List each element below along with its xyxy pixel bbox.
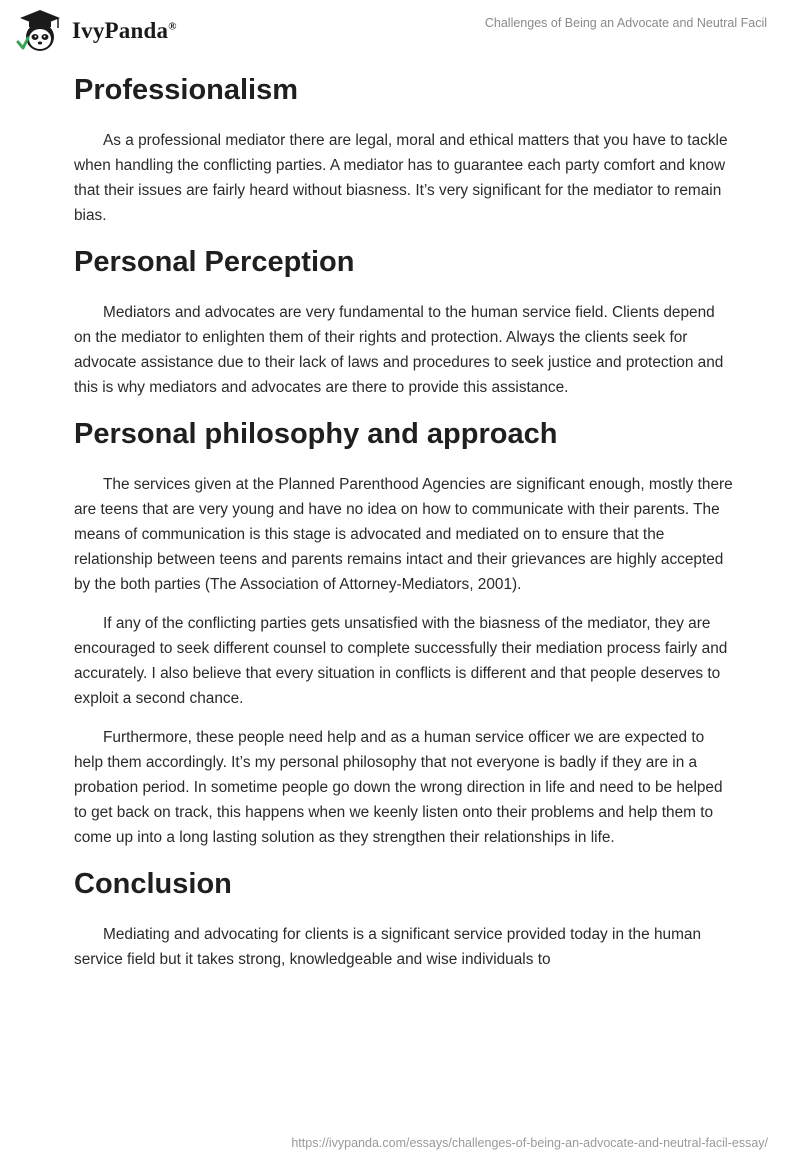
paragraph: Furthermore, these people need help and as a human service officer we are expected to help them accordingly. It’s my personal philosophy that not everyone is badly if they are in a probation period. In sometime people go down the wrong direction in life and need to be helped to get back on track, this happens when we keenly listen onto their problems and help them to come up into a long lasting solution as they strengthen their relationships in life. [74,729,723,846]
document-title: Challenges of Being an Advocate and Neutral Facil [484,16,767,30]
paragraph: As a professional mediator there are legal, moral and ethical matters that you have to tackle when handling the conflicting parties. A mediator has to guarantee each party comfort and know that their issues are fairly heard without biasness. It’s very significant for the mediator to remain bias. [74,132,728,224]
section-professionalism [74,70,734,228]
paragraph: The services given at the Planned Parenthood Agencies are significant enough, mostly there are teens that are very young and have no idea on how to communicate with their parents. The means of communication is this stage is advocated and mediated on to ensure that the relationship between teens and parents remains intact and their grievances are highly accepted by the both parties (The Association of Attorney-Mediators, 2001). [74,476,733,593]
section-conclusion [74,864,734,972]
section-heading: Personal Perception [74,246,355,278]
logo-text: IvyPanda® [72,18,177,43]
paragraph: If any of the conflicting parties gets unsatisfied with the biasness of the mediator, they are encouraged to seek different counsel to complete successfully their mediation process fairly and accurately. I also believe that every situation in conflicts is different and that people deserves to exploit a second chance. [74,615,728,707]
panda-logo-icon [14,8,66,54]
essay-content [74,70,734,986]
page-header [0,0,800,60]
section-heading: Professionalism [74,74,299,106]
section-personal-philosophy [74,414,734,850]
section-personal-perception [74,242,734,400]
section-heading: Conclusion [74,868,232,900]
ivypanda-logo[interactable] [14,8,177,54]
paragraph: Mediating and advocating for clients is a significant service provided today in the human service field but it takes strong, knowledgeable and wise individuals to [74,926,702,968]
source-url-link[interactable]: https://ivypanda.com/essays/challenges-of-being-an-advocate-and-neutral-facil-essay/ [291,1136,768,1150]
section-heading: Personal philosophy and approach [74,418,558,450]
paragraph: Mediators and advocates are very fundamental to the human service field. Clients depend on the mediator to enlighten them of their rights and protection. Always the clients seek for advocate assistance due to their lack of laws and procedures to seek justice and protection and this is why mediators and advocates are there to provide this assistance. [74,304,724,396]
